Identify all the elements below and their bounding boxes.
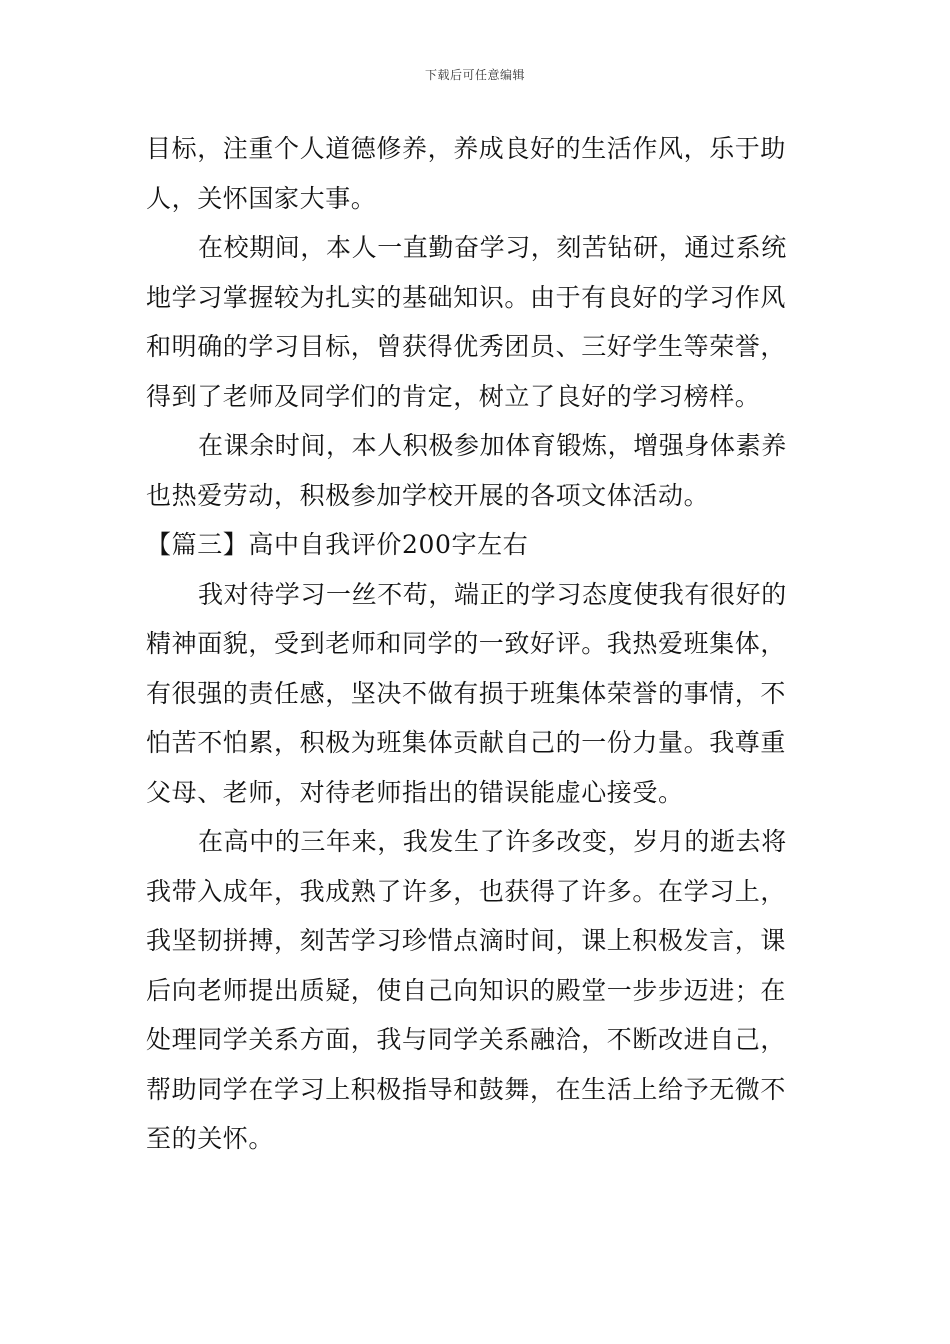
text-line: 怕苦不怕累，积极为班集体贡献自己的一份力量。我尊重: [146, 728, 787, 757]
paragraph-start-line: 在课余时间，本人积极参加体育锻炼，增强身体素养: [198, 431, 787, 460]
paragraph-start-line: 在高中的三年来，我发生了许多改变，岁月的逝去将: [198, 827, 787, 856]
text-line: 目标，注重个人道德修养，养成良好的生活作风，乐于助: [146, 134, 787, 163]
text-line: 精神面貌，受到老师和同学的一致好评。我热爱班集体，: [146, 629, 787, 658]
text-line: 也热爱劳动，积极参加学校开展的各项文体活动。: [146, 480, 710, 510]
text-line: 父母、老师，对待老师指出的错误能虚心接受。: [146, 777, 684, 807]
paragraph-start-line: 我对待学习一丝不苟，端正的学习态度使我有很好的: [198, 579, 787, 609]
document-body: [146, 124, 810, 1164]
paragraph-start-line: 在校期间，本人一直勤奋学习，刻苦钻研，通过系统: [198, 233, 787, 262]
text-line: 处理同学关系方面，我与同学关系融洽，不断改进自己，: [146, 1025, 787, 1054]
text-line: 地学习掌握较为扎实的基础知识。由于有良好的学习作风: [146, 282, 787, 312]
text-line: 帮助同学在学习上积极指导和鼓舞，在生活上给予无微不: [146, 1074, 787, 1104]
text-line: 我坚韧拼搏，刻苦学习珍惜点滴时间，课上积极发言，课: [146, 926, 787, 955]
section-heading: 【篇三】高中自我评价200字左右: [146, 530, 529, 559]
text-line: 得到了老师及同学们的肯定，树立了良好的学习榜样。: [146, 381, 761, 411]
text-line: 和明确的学习目标，曾获得优秀团员、三好学生等荣誉，: [146, 332, 787, 361]
text-line: 有很强的责任感，坚决不做有损于班集体荣誉的事情，不: [146, 678, 787, 708]
text-line: 我带入成年，我成熟了许多，也获得了许多。在学习上，: [146, 876, 787, 906]
text-line: 后向老师提出质疑，使自己向知识的殿堂一步步迈进；在: [146, 975, 787, 1005]
page-header-note: 下载后可任意编辑: [424, 68, 525, 82]
text-line: 至的关怀。: [146, 1124, 275, 1153]
text-line: 人，关怀国家大事。: [146, 183, 377, 213]
